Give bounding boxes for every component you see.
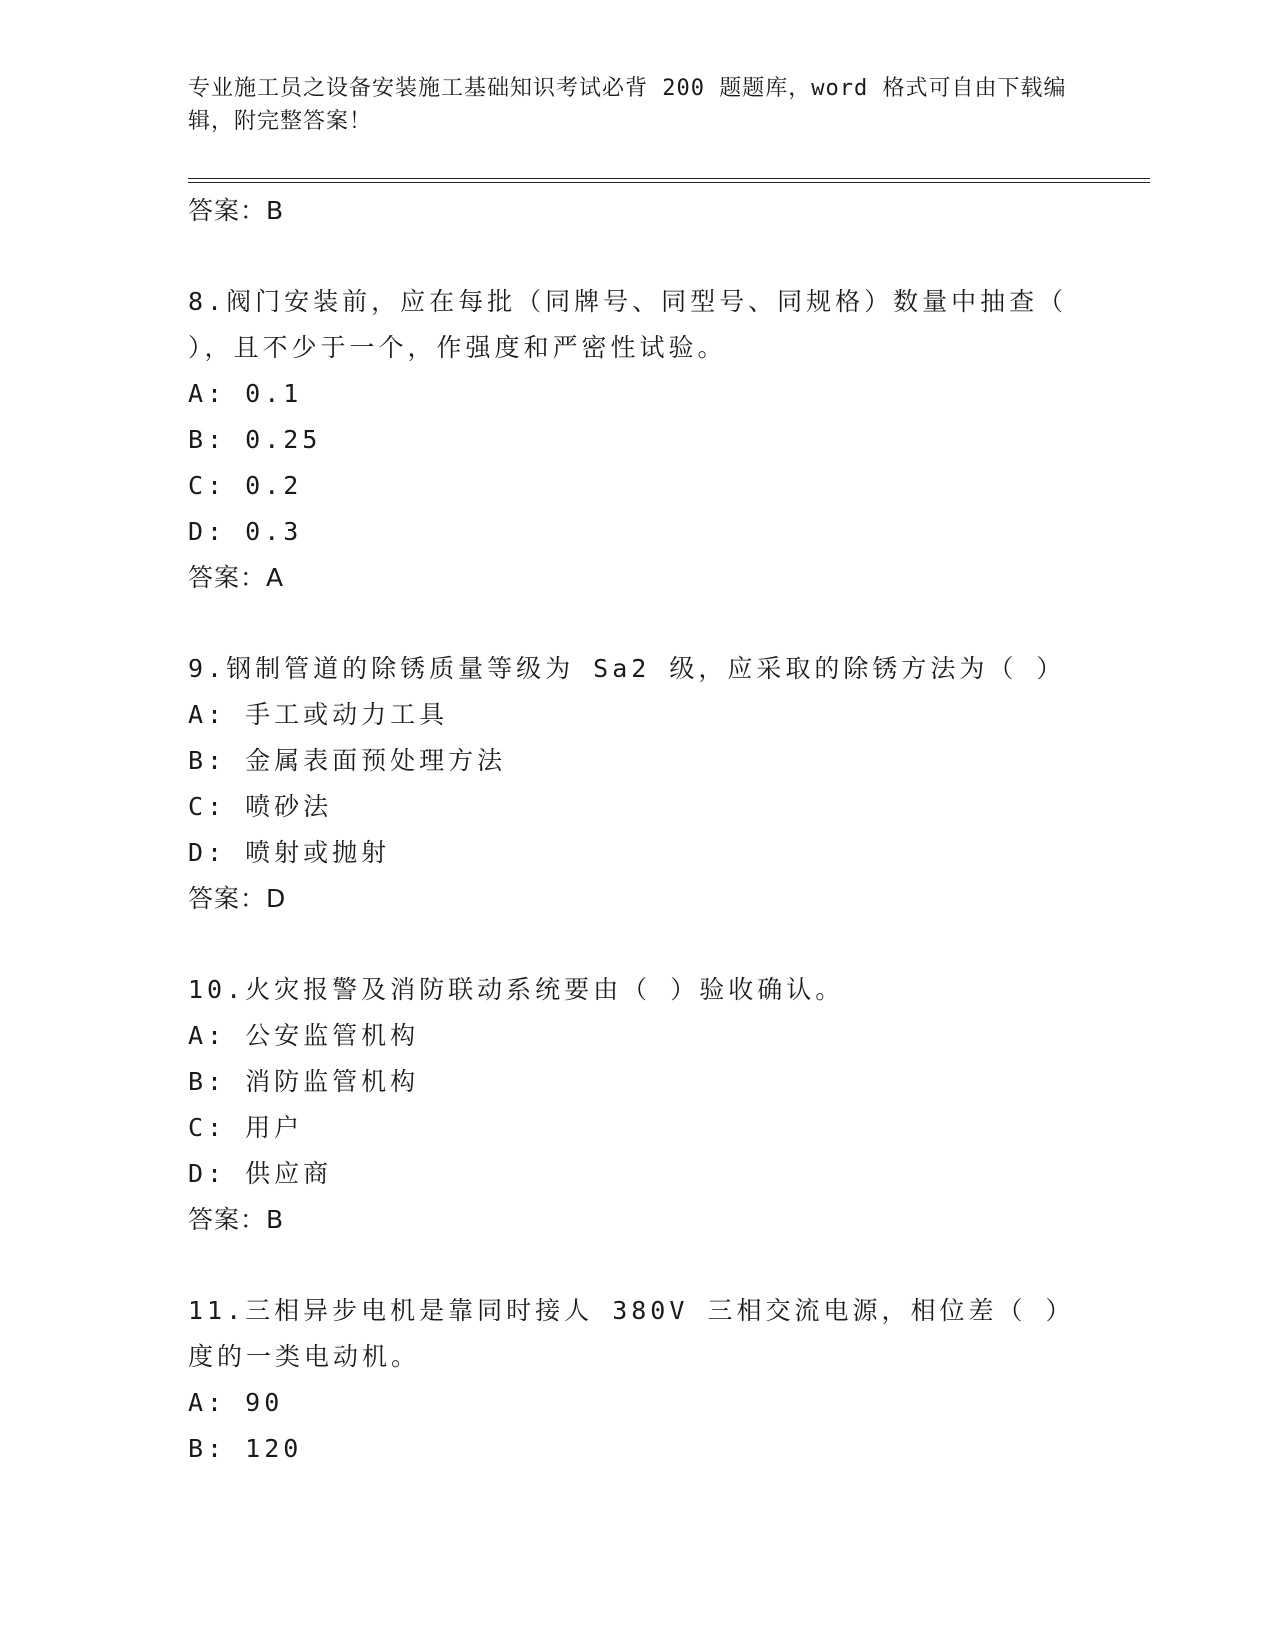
question-stem: 9.钢制管道的除锈质量等级为 Sa2 级，应采取的除锈方法为（ ） [188,654,1066,683]
option-c: C: 0.2 [188,471,303,500]
option-a: A: 90 [188,1388,284,1417]
option-c: C: 喷砂法 [188,792,333,821]
option-b: B: 0.25 [188,425,322,454]
option-a: A: 手工或动力工具 [188,700,449,729]
question-9 [188,646,1088,922]
option-d: D: 供应商 [188,1159,333,1188]
answer-line: 答案：D [188,884,287,913]
answer-line: 答案：A [188,563,285,592]
header-rule-bottom [188,182,1150,183]
answer-line: 答案：B [188,1205,285,1234]
option-d: D: 喷射或抛射 [188,838,391,867]
option-b: B: 消防监管机构 [188,1067,420,1096]
question-stem: 8.阀门安装前，应在每批（同牌号、同型号、同规格）数量中抽查（ ），且不少于一个，作强度和严密性试验。 [188,287,1068,362]
question-list [188,188,1088,1472]
document-header-title: 专业施工员之设备安装施工基础知识考试必背 200 题题库，word 格式可自由下载编辑，附完整答案！ [188,76,1067,134]
question-8 [188,279,1088,601]
option-c: C: 用户 [188,1113,304,1142]
option-b: B: 金属表面预处理方法 [188,746,507,775]
header-rule-top [188,178,1150,179]
previous-answer: 答案：B [188,196,285,225]
question-10 [188,967,1088,1243]
option-a: A: 公安监管机构 [188,1021,420,1050]
question-stem: 10.火灾报警及消防联动系统要由（ ）验收确认。 [188,975,845,1004]
question-stem: 11.三相异步电机是靠同时接人 380V 三相交流电源，相位差（ ）度的一类电动机。 [188,1296,1075,1371]
question-11 [188,1288,1088,1472]
option-d: D: 0.3 [188,517,303,546]
option-b: B: 120 [188,1434,303,1463]
option-a: A: 0.1 [188,379,303,408]
